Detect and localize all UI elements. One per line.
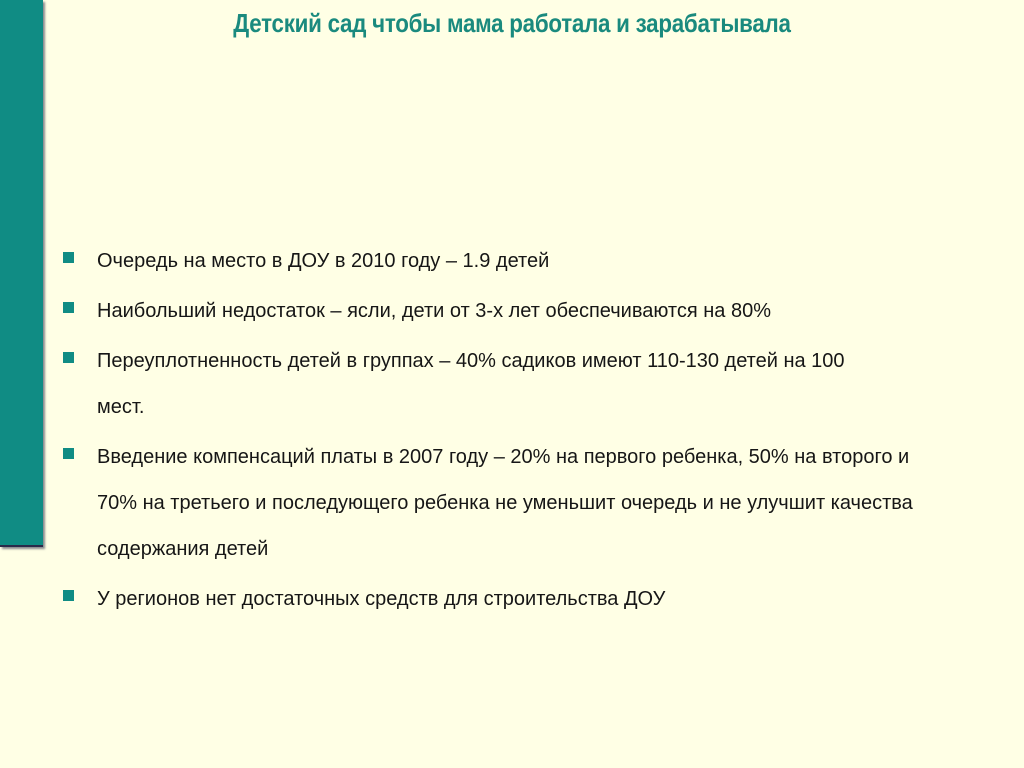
slide-title: Детский сад чтобы мама работала и зарабатывала xyxy=(233,8,791,38)
bullet-text: У регионов нет достаточных средств для строительства ДОУ xyxy=(97,588,666,610)
bullet-text: Переуплотненность детей в группах – 40% садиков имеют 110-130 детей на 100 мест. xyxy=(97,350,845,418)
bullet-text: Наибольший недостаток – ясли, дети от 3-х лет обеспечиваются на 80% xyxy=(97,300,772,322)
bullet-text: Введение компенсаций платы в 2007 году – 20% на первого ребенка, 50% на второго и 70% на третьего и последующего ребенка не уменьшит очередь и не улучшит качества содержания детей xyxy=(97,446,913,560)
square-bullet-icon xyxy=(63,302,74,313)
bullet-item xyxy=(62,238,992,284)
bullet-item xyxy=(62,338,992,430)
bullet-list xyxy=(62,238,992,626)
square-bullet-icon xyxy=(63,448,74,459)
bullet-item xyxy=(62,576,992,622)
square-bullet-icon xyxy=(63,252,74,263)
square-bullet-icon xyxy=(63,352,74,363)
bullet-item xyxy=(62,434,992,572)
bullet-text: Очередь на место в ДОУ в 2010 году – 1.9 детей xyxy=(97,250,550,272)
square-bullet-icon xyxy=(63,590,74,601)
side-accent-bar xyxy=(0,0,43,547)
bullet-item xyxy=(62,288,992,334)
